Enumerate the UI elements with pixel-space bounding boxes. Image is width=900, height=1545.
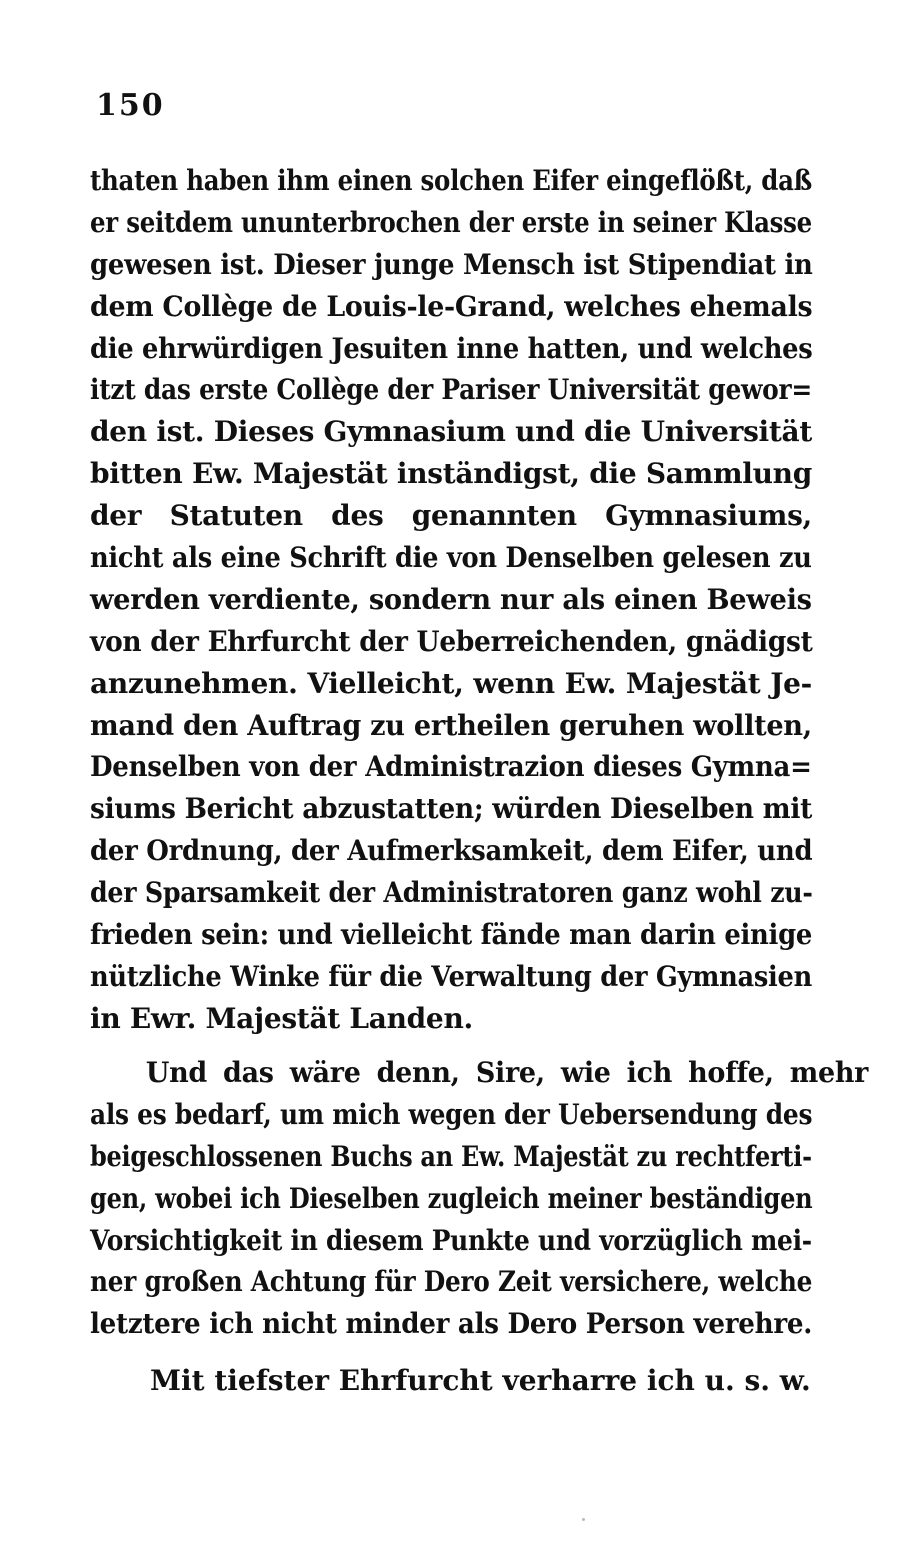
text-line: von der Ehrfurcht der Ueberreichenden, gnädigst [90, 624, 813, 658]
text-line: gen, wobei ich Dieselben zugleich meiner beständigen [90, 1181, 813, 1215]
paper-speck [582, 1518, 585, 1521]
text-line: itzt das erste Collège der Pariser Universität gewor= [90, 373, 812, 407]
text-line: der Statuten des genannten Gymnasiums, [90, 499, 812, 533]
text-line: letztere ich nicht minder als Dero Person verehre. [90, 1307, 813, 1341]
text-line: ner großen Achtung für Dero Zeit versichere, welche [90, 1265, 813, 1299]
text-line: siums Bericht abzustatten; würden Dieselben mit [90, 792, 813, 826]
text-line: der Ordnung, der Aufmerksamkeit, dem Eifer, und [90, 834, 813, 868]
text-line: beigeschlossenen Buchs an Ew. Majestät zu rechtferti- [90, 1139, 812, 1173]
paragraph-1 [90, 160, 812, 1040]
closing-line: Mit tiefster Ehrfurcht verharre ich u. s. w. [150, 1364, 811, 1397]
text-line: in Ewr. Majestät Landen. [90, 1001, 473, 1035]
text-line: gewesen ist. Dieser junge Mensch ist Stipendiat in [90, 247, 813, 281]
text-line: mand den Auftrag zu ertheilen geruhen wollten, [90, 708, 812, 742]
text-line: dem Collège de Louis-le-Grand, welches ehemals [90, 289, 813, 323]
text-line: bitten Ew. Majestät inständigst, die Sammlung [90, 457, 812, 491]
text-line: nützliche Winke für die Verwaltung der Gymnasien [90, 959, 812, 993]
text-line: thaten haben ihm einen solchen Eifer eingeflößt, daß [90, 164, 812, 197]
text-line: nicht als eine Schrift die von Denselben gelesen zu [90, 541, 812, 575]
text-line: der Sparsamkeit der Administratoren ganz wohl zu- [90, 876, 813, 910]
text-line: den ist. Dieses Gymnasium und die Universität [90, 415, 812, 449]
text-line: er seitdem ununterbrochen der erste in seiner Klasse [90, 205, 812, 239]
text-line: Vorsichtigkeit in diesem Punkte und vorzüglich mei- [90, 1223, 812, 1257]
text-line: frieden sein: und vielleicht fände man darin einige [90, 918, 813, 952]
text-line: als es bedarf, um mich wegen der Uebersendung des [90, 1097, 813, 1131]
page-number: 150 [96, 88, 165, 123]
text-line: Und das wäre denn, Sire, wie ich hoffe, mehr [145, 1056, 869, 1089]
text-line: werden verdiente, sondern nur als einen Beweis [90, 582, 812, 616]
text-line: die ehrwürdigen Jesuiten inne hatten, und welches [90, 331, 813, 365]
paragraph-2 [90, 1052, 869, 1345]
text-line: anzunehmen. Vielleicht, wenn Ew. Majestät Je- [90, 666, 812, 700]
text-line: Denselben von der Administrazion dieses Gymna= [90, 750, 812, 784]
